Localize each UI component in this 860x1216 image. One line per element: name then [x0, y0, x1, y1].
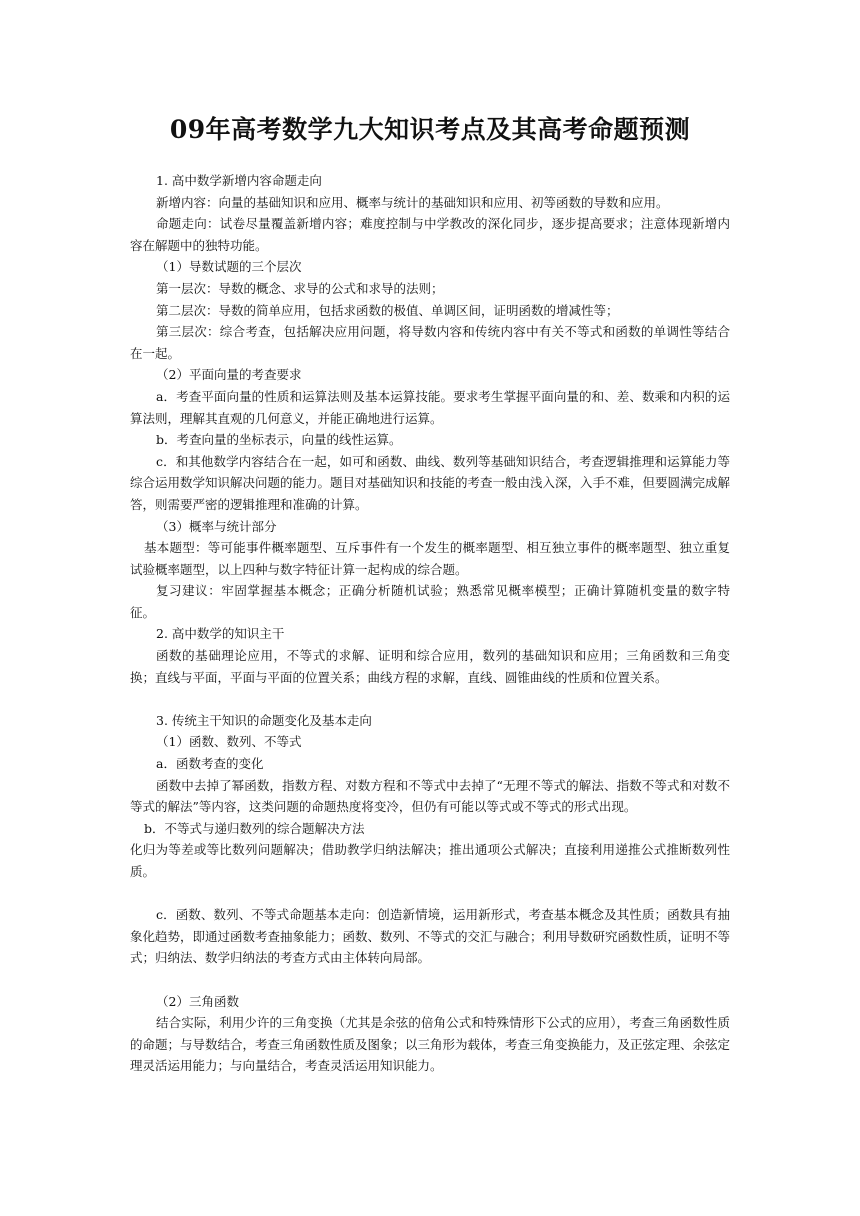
paragraph-level-3: 第三层次：综合考查，包括解决应用问题，将导数内容和传统内容中有关不等式和函数的单调性等结合在一起。 [130, 324, 730, 361]
paragraph-basic-types: 基本题型：等可能事件概率题型、互斥事件有一个发生的概率题型、相互独立事件的概率题型、独立重复试验概率题型，以上四种与数字特征计算一起构成的综合题。 [130, 540, 730, 577]
paragraph-inequality-b: b．不等式与递归数列的综合题解决方法 [144, 820, 365, 836]
paragraph-vector-b: b．考查向量的坐标表示，向量的线性运算。 [156, 432, 402, 448]
spacer [130, 969, 730, 991]
document-body [130, 170, 730, 1077]
paragraph-new-content: 新增内容：向量的基础知识和应用、概率与统计的基础知识和应用、初等函数的导数和应用。 [156, 194, 669, 210]
paragraph-level-1: 第一层次：导数的概念、求导的公式和求导的法则； [156, 280, 444, 296]
paragraph-function-c: c．函数、数列、不等式命题基本走向：创造新情境，运用新形式，考查基本概念及其性质；函数具有抽象化趋势，即通过函数考查抽象能力；函数、数列、不等式的交汇与融合；利用导数研究函数性质，证明不等式；归纳法、数学归纳法的考查方式由主体转向局部。 [130, 907, 731, 966]
paragraph-main-knowledge: 函数的基础理论应用，不等式的求解、证明和综合应用，数列的基础知识和应用；三角函数和三角变换；直线与平面，平面与平面的位置关系；曲线方程的求解，直线、圆锥曲线的性质和位置关系。 [130, 648, 730, 685]
section-heading-3: 3. 传统主干知识的命题变化及基本走向 [156, 712, 372, 728]
paragraph-vector-c: c．和其他数学内容结合在一起，如可和函数、曲线、数列等基础知识结合，考查逻辑推理和运算能力等综合运用数学知识解决问题的能力。题目对基础知识和技能的考查一般由浅入深，入手不难，但要圆满完成解答，则需要严密的逻辑推理和准确的计算。 [130, 453, 731, 512]
subheading-probability: （3）概率与统计部分 [156, 518, 277, 534]
subheading-vector: （2）平面向量的考查要求 [156, 367, 302, 383]
paragraph-function-a: a．函数考查的变化 [156, 756, 264, 772]
section-heading-2: 2. 高中数学的知识主干 [156, 626, 285, 642]
subheading-function: （1）函数、数列、不等式 [156, 734, 302, 750]
subheading-derivative: （1）导数试题的三个层次 [156, 259, 302, 275]
section-heading-1: 1. 高中数学新增内容命题走向 [156, 173, 322, 188]
document-title: 09年高考数学九大知识考点及其高考命题预测 [169, 115, 691, 144]
paragraph-vector-a: a．考查平面向量的性质和运算法则及基本运算技能。要求考生掌握平面向量的和、差、数乘和内积的运算法则，理解其直观的几何意义，并能正确地进行运算。 [130, 388, 730, 426]
paragraph-function-change: 函数中去掉了幂函数，指数方程、对数方程和不等式中去掉了“无理不等式的解法、指数不等式和对数不等式的解法”等内容，这类问题的命题热度将变冷，但仍有可能以等式或不等式的形式出现。 [130, 777, 730, 815]
paragraph-trend: 命题走向：试卷尽量覆盖新增内容；难度控制与中学教改的深化同步，逐步提高要求；注意体现新增内容在解题中的独特功能。 [130, 216, 730, 253]
spacer [130, 688, 730, 710]
subheading-trig: （2）三角函数 [156, 993, 239, 1009]
paragraph-inequality-methods: 化归为等差或等比数列问题解决；借助教学归纳法解决；推出通项公式解决；直接利用递推公式推断数列性质。 [130, 842, 730, 879]
spacer [130, 883, 730, 905]
paragraph-trig: 结合实际，利用少许的三角变换（尤其是余弦的倍角公式和特殊情形下公式的应用），考查三角函数性质的命题；与导数结合，考查三角函数性质及图象；以三角形为载体，考查三角变换能力，及正弦定理、余弦定理灵活运用能力；与向量结合，考查灵活运用知识能力。 [130, 1015, 731, 1074]
paragraph-review-advice: 复习建议：牢固掌握基本概念；正确分析随机试验；熟悉常见概率模型；正确计算随机变量的数字特征。 [130, 583, 730, 620]
paragraph-level-2: 第二层次：导数的简单应用，包括求函数的极值、单调区间，证明函数的增减性等； [156, 302, 619, 318]
